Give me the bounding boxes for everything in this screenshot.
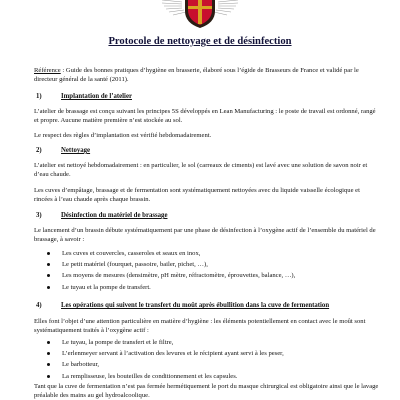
section-3-bullet-list xyxy=(44,248,379,293)
section-2-paragraph-2: Les cuves d’empâtage, brassage et de fermentation sont systématiquement nettoyées avec du liquide vaisselle écologique et rincées à l’eau chaude après chaque brassin. xyxy=(34,187,360,204)
section-1-title: Implantation de l’atelier xyxy=(61,93,132,100)
list-item: L’erlenmeyer servant à l’activation des levures et le récipient ayant servi à les peser, xyxy=(44,348,379,359)
section-4-title: Les opérations qui suivent le transfert du moût après ébullition dans la cuve de fermentation xyxy=(61,302,330,309)
section-1-paragraph-2: Le respect des règles d’implantation est vérifié hebdomadairement. xyxy=(34,132,212,139)
list-item: La remplisseuse, les bouteilles de conditionnement et les capsules. xyxy=(44,371,379,382)
section-3-number: 3) xyxy=(36,212,42,219)
list-item: Le petit matériel (fourquet, passoire, bailer, pichet, …), xyxy=(44,259,379,270)
list-item: Les cuves et couvercles, casseroles et seaux en inox, xyxy=(44,248,379,259)
list-item: Le barbotteur, xyxy=(44,359,379,370)
reference-paragraph xyxy=(34,66,379,85)
reference-label: Référence xyxy=(34,67,61,74)
section-4-bullet-list xyxy=(44,337,379,382)
section-4-closing: Tant que la cuve de fermentation n’est pas fermée hermétiquement le port du masque chirurgical est obligatoire ainsi que le lavage préalable des mains au gel hydroalcoolique. xyxy=(34,383,379,400)
reference-text: : Guide des bonnes pratiques d’hygiène en brasserie, élaboré sous l’égide de Brasseurs de France et validé par le directeur général de la santé (2011). xyxy=(34,67,359,84)
list-item: Le tuyau et la pompe de transfert. xyxy=(44,282,379,293)
section-2-number: 2) xyxy=(36,147,42,154)
section-1-number: 1) xyxy=(36,93,42,100)
section-1-paragraph-1: L’atelier de brassage est conçu suivant les principes 5S développés en Lean Manufacturing : le poste de travail est ordonné, rangé et propre. Aucune matière première n’est stockée au sol. xyxy=(34,108,376,125)
brewery-crest-logo xyxy=(160,0,240,30)
section-4-number: 4) xyxy=(36,302,42,309)
list-item: Les moyens de mesures (densimètre, pH mètre, réfractomètre, éprouvettes, balance, …), xyxy=(44,270,379,281)
section-3-intro: Le lancement d’un brassin débute systématiquement par une phase de désinfection à l’oxygène actif de l’ensemble du matériel de brassage, à savoir : xyxy=(34,227,376,244)
section-2-title: Nettoyage xyxy=(61,147,91,154)
document-title: Protocole de nettoyage et de désinfection xyxy=(108,36,292,47)
section-3-title: Désinfection du matériel de brassage xyxy=(61,212,168,219)
section-2-paragraph-1: L’atelier est nettoyé hebdomadairement : en particulier, le sol (carreaux de ciments) est lavé avec une solution de savon noir et d’eau chaude. xyxy=(34,162,368,179)
list-item: Le tuyau, la pompe de transfert et le filtre, xyxy=(44,337,379,348)
section-4-intro: Elles font l’objet d’une attention particulière en matière d’hygiène : les éléments potentiellement en contact avec le moût sont systématiquement traités à l’oxygène actif : xyxy=(34,318,366,335)
